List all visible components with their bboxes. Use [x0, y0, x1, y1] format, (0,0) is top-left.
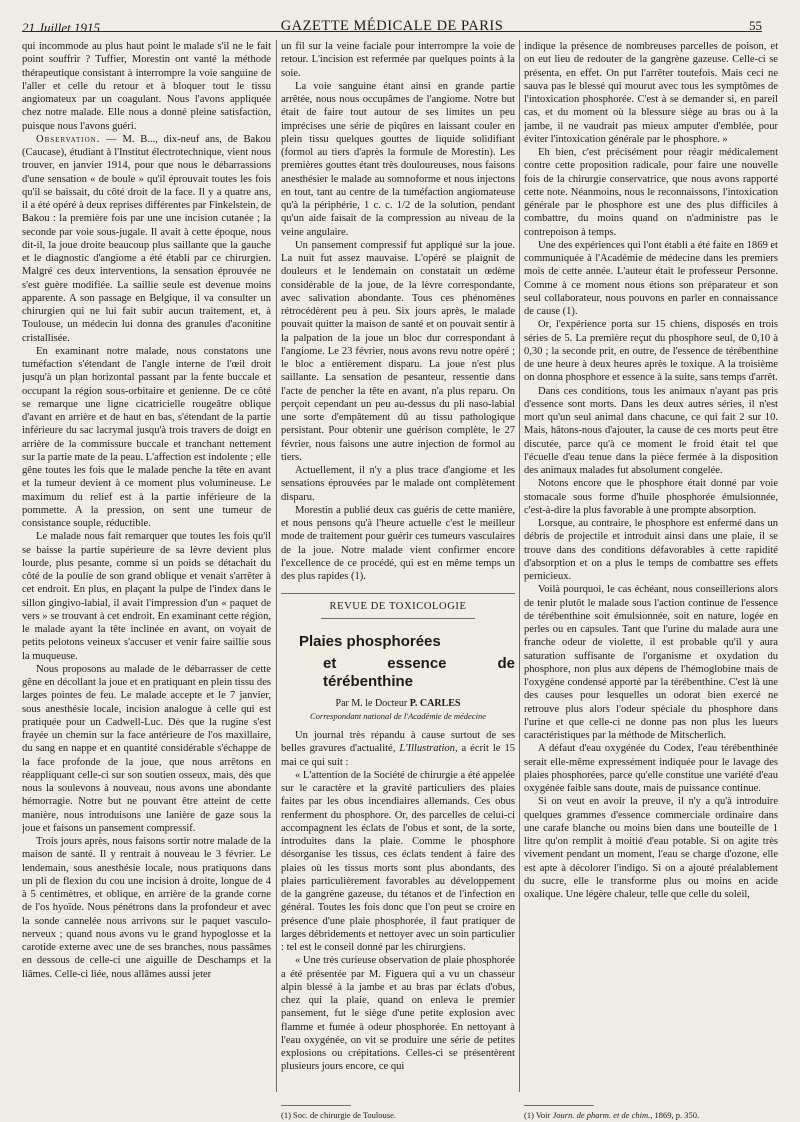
paragraph: qui incommode au plus haut point le malade s'il ne le fait point souffrir ? Tuffier, Morestin ont vanté la méthode thérapeutique consistant à interrompre la voie sanguine de l'aller et celle du retour et à bloquer tout le tissu angiomateux par un coagulant. Nous l'avons appliquée chez notre malade. Elle nous a donné pleine satisfaction, puisque nous l'avons guéri.: [22, 41, 271, 132]
quote-paragraph: « L'attention de la Société de chirurgie a été appelée sur le caractère et la gravité particuliers des plaies faites par les obus incendiaires allemands. Ces obus renferment du phosphore. Or, des parcelles de celui-ci accompagnent les éclats de l'obus et sont, de la sorte, introduites dans la plaie. Comme le phosphore désorganise les tissus, ces éclats tendent à faire des plaies où les tissus morts sont plus abondants, des plaies particulièrement favorables au développement de la gangrène gazeuse, du tétanos et de l'infection en général. Toutes les fois donc que l'on peut se croire en présence d'une plaie phosphorée, il faut pratiquer de larges débridements et nettoyer avec un soin particulier : tel est le conseil donné par les chirurgiens.: [281, 769, 515, 953]
paragraph: Or, l'expérience porta sur 15 chiens, disposés en trois séries de 5. La première reçut du phosphore seul, de 0,10 à 0,30 ; la seconde prit, en outre, de l'essence de térébenthine de une heure à deux heures après le toxique. A la troisième on donna phosphore et essence à la suite, sans temps d'arrêt.: [524, 319, 778, 384]
paragraph: Trois jours après, nous faisons sortir notre malade de la maison de santé. Il y rentrait à nouveau le 3 février. Le lendemain, sous anesthésie locale, nous pratiquons dans un pli de flexion du cou une incision à droite, longue de 4 à 5 centimètres, et oblique, en arrière de la grande corne de l'os hyoïde. Nous pénétrons dans la profondeur et avec la sonde cannelée nous arrivons sur le paquet vasculo-nerveux ; quand nous avons vu le grand hypoglosse et la carotide externe avec une de ses branches, nous passâmes en dessous de celle-ci une aiguille de Deschamps et la liâmes. Celle-ci liée, nous allâmes aussi jeter: [22, 836, 271, 980]
column-3: [524, 40, 778, 1108]
paragraph: Voilà pourquoi, le cas échéant, nous conseillerions alors de tenir plutôt le malade sous l'action continue de l'essence de térébenthine soit émulsionnée, soit en nature, logée en perles ou en capsules. Tant que l'urine du malade aura une franche odeur de violette, il est probable qu'il y aura saturation suffisante de l'organisme et oxydation du phosphore, non plus aux dépens de l'hémoglobine mais de l'oxygène condensé apporté par la térébenthine. C'est là une des causes pour lesquelles un odorat bien exercé ne retrouve plus alors l'odeur spéciale du phosphore dans l'urine et que celle-ci ne donne pas non plus les lueurs caractéristiques par la méthode de Mitscherlich.: [524, 584, 778, 741]
journal-name: L'Illustration: [399, 743, 455, 755]
paragraph: Une des expériences qui l'ont établi a été faite en 1869 et communiquée à l'Académie de médecine dans les premiers mois de cette année. L'auteur était le professeur Personne. Comme à ce moment nous étions son préparateur et son seul collaborateur, nous pouvons en parler en connaissance de cause (1).: [524, 239, 778, 317]
article-author: Par M. le Docteur P. CARLES: [335, 697, 461, 709]
issue-date: 21 Juillet 1915: [22, 20, 100, 35]
paragraph: Lorsque, au contraire, le phosphore est enfermé dans un débris de projectile et introduit ainsi dans une plaie, il se trouve dans des conditions défavorables à cette rapidité d'absorption et on a plus le temps de combattre ses effets pernicieux.: [524, 518, 778, 582]
paragraph: Actuellement, il n'y a plus trace d'angiome et les sensations éprouvées par le malade ont complètement disparu.: [281, 465, 515, 503]
page-header: [22, 6, 762, 35]
article-title: Plaies phosphorées: [299, 632, 441, 650]
paragraph: Un journal très répandu à cause surtout de ses belles gravures d'actualité, L'Illustration, a écrit le 15 mai ce qui suit :: [281, 730, 515, 768]
paragraph: Notons encore que le phosphore était donné par voie stomacale sous forme d'huile phosphorée émulsionnée, c'est-à-dire la plus favorable à une prompte absorption.: [524, 478, 778, 516]
section-rule: [321, 618, 475, 619]
paragraph: Le malade nous fait remarquer que toutes les fois qu'il se baisse la partie supérieure de sa lèvre devient plus lourde, plus pesante, comme si un poids se détachait du côté de la poulie de son grand oblique et venait s'arrêter à cet endroit. En plus, en plaçant la pulpe de l'index dans le sillon gingivo-labial, il avait l'impression d'un « paquet de vers » se trouvant à cet endroit. En examinant cette région, le malade ayant la tête inclinée en avant, on voyait de petits pelotons veineux s'accuser et venir faire saillie sous la muqueuse.: [22, 531, 271, 662]
journal-title: GAZETTE MÉDICALE DE PARIS: [280, 18, 504, 34]
quote-paragraph: « Une très curieuse observation de plaie phosphorée a été présentée par M. Figuera qui a vu un chasseur alpin blessé à la jambe et au bras par éclats d'obus, chez qui la plaie, quand on enleva le premier pansement, fut le siège d'une petite explosion avec flamme et fumée à odeur phosphorée. En nettoyant à l'eau oxygénée, on vit se produire une série de petites explosions ou crépitations. Celles-ci se présentèrent plusieurs jours encore, ce qui: [281, 955, 515, 1073]
footnote: (1) Voir Journ. de pharm. et de chim., 1869, p. 350.: [524, 1110, 700, 1120]
article-title-line-2: et essence de térébenthine: [323, 654, 515, 690]
footnote-rule: [524, 1105, 594, 1106]
paragraph: Morestin a publié deux cas guéris de cette manière, et nous pensons qu'à l'heure actuelle c'est le meilleur mode de traitement pour guérir ces tumeurs vasculaires de la joue. Notre malade vient confirmer encore l'excellence de ce procédé, qui est en même temps un des plus rapides (1).: [281, 504, 515, 582]
paragraph: indique la présence de nombreuses parcelles de poison, et on eut lieu de redouter de la gangrène gazeuse. Celle-ci se présenta, en effet. On put l'arrêter toutefois. Mais ceci ne sauva pas le blessé qui mourut avec tous les symptômes de l'intoxication phosphorée. C'est à se demander si, en pareil cas, et du moment où la blessure siège au bras ou à la jambe, il ne vaudrait pas mieux amputer d'emblée, pour éviter l'intoxication générale par le phosphore. »: [524, 41, 778, 145]
footnote-journal: Journ. de pharm. et de chim.: [552, 1110, 651, 1120]
paragraph: Eh bien, c'est précisément pour réagir médicalement contre cette proposition radicale, pour faire une nouvelle fois de la chirurgie conservatrice, que nous avons rapporté cette note. Néanmoins, nous le reconnaissons, l'intoxication générale par le phosphore est une des plus difficiles à combattre, du moins quand on n'administre pas le contrepoison à temps.: [524, 147, 778, 238]
paragraph: Nous proposons au malade de le débarrasser de cette gêne en décollant la joue et en pratiquant en plein tissu des larges pointes de feu. Le malade accepte et le 7 janvier, sous anesthésie locale, incision analogue à celle qui est pratiquée pour un Cadwell-Luc. Dès que la rugine s'est frayée un chemin sur la face antérieure de l'os maxillaire, du sang en nappe et en quantité considérable s'échappe de la face profonde de la joue, que nous arrêtons en réappliquant celle-ci sur son soutien osseux, mais, dès que nous la soulevons à nouveau, nous avons une abondante hémorragie. Notre but ne pouvant être atteint de cette manière, nous introduisons une lanière de gaze sous la joue et faisons un pansement compressif.: [22, 663, 271, 834]
paragraph: En examinant notre malade, nous constatons une tuméfaction s'étendant de l'angle interne de l'œil droit jusqu'à un plan horizontal passant par la fente buccale et occupant la région sous-orbitaire et genienne. De ce côté se remarque une ligne cicatricielle rougeâtre oblique d'avant en arrière et de haut en bas, s'étendant de la partie inférieure du sac lacrymal jusqu'à trois travers de doigt en arrière de la commissure buccale et tranchant nettement sur la partie mate de la peau. L'affection est indolente ; elle gêne toutes les fois que le malade penche la tête en avant et la tumeur devient à ce moment plus volumineuse. Le maximum du relief est à la partie inférieure de la pommette. A la pression, on sent une tumeur de consistance souple, réductible.: [22, 345, 271, 529]
footnote: (1) Soc. de chirurgie de Toulouse.: [281, 1110, 396, 1120]
column-divider: [276, 40, 277, 1092]
header-rule: [22, 31, 762, 32]
column-2: [281, 40, 515, 1108]
paragraph: Dans ces conditions, tous les animaux n'ayant pas pris d'essence sont morts. Dans les deux autres séries, il n'est mort qu'un seul animal dans chacune, ce qui fait 2 sur 10. Mais, hâtons-nous d'ajouter, la cause de ces morts peut être discutée, parce qu'à ce moment le froid était tel que l'écuelle d'eau tenue dans la pièce fermée à la disposition des animaux malades fut absolument congelée.: [524, 385, 778, 476]
paragraph: A défaut d'eau oxygénée du Codex, l'eau térébenthinée serait elle-même expressément indiquée pour le lavage des plaies phosphorées, parce qu'elle constitue une variété d'eau oxygénée faible sans doute, mais de puissance continue.: [524, 743, 778, 794]
paragraph: Si on veut en avoir la preuve, il n'y a qu'à introduire quelques grammes d'essence commerciale ordinaire dans une carafe blanche ou moins bien dans une bouteille de 1 litre qu'on remplit à moitié d'eau potable. Si on agite très vivement pendant un moment, l'eau se charge d'ozone, elle est apte à décolorer l'indigo. Si on a ajouté préalablement du sucre, elle le transforme plus ou moins en acide oxalique. Une légère chaleur, telle que celle du soleil,: [524, 796, 778, 900]
observation-text: — M. B..., dix-neuf ans, de Bakou (Caucase), étudiant à l'Institut électrotechnique, vient nous trouver, en janvier 1914, pour que nous le débarrassions d'une sensation « de boule » qu'il éprouvait toutes les fois qu'il se baissait, du côté droit de la face. Il y a quatre ans, il a été opéré à deux reprises différentes par Finkelstein, de Bakou : la première fois par une une incision cutanée ; la seconde par voie sous-jugale. Il avait à cette époque, nous dit-il, la joue droite beaucoup plus saillante que la gauche et le diagnostic d'angiome a été établi par ce chirurgien. Malgré ces deux interventions, la sensation éprouvée ne s'est guère modifiée. La saillie seule est devenue moins apparente. A son passage en Belgique, il va consulter un chirurgien qui ne lui fait subir aucun traitement, et, à Toulouse, un médecin lui donna des granules d'aconitine cristallisée.: [22, 133, 271, 344]
author-role: Correspondant national de l'Académie de médecine: [310, 710, 486, 721]
paragraph: un fil sur la veine faciale pour interrompre la voie de retour. L'incision est refermée par quelques points à la soie.: [281, 41, 515, 79]
page-number: 55: [749, 18, 762, 33]
observation-paragraph: [22, 133, 271, 345]
column-1: [22, 40, 271, 1108]
author-name: P. CARLES: [409, 697, 461, 709]
section-heading: REVUE DE TOXICOLOGIE: [281, 593, 515, 613]
paragraph: Un pansement compressif fut appliqué sur la joue. La nuit fut assez mauvaise. L'opéré se plaignit de douleurs et le lendemain on constatait un œdème considérable de la joue, de la lèvre correspondante, avec salivation abondante. Tous ces phénomènes rétrocédèrent peu à peu. Six jours après, le malade pouvait quitter la maison de santé et on pouvait sentir à la palpation de la joue un bloc dur correspondant à l'angiome. Le 23 février, nous avons revu notre opéré ; le bloc a entièrement disparu. La joue n'est plus saillante. La sensation de pesanteur, ressentie dans l'acte de pencher la tête en avant, n'a plus reparu. On perçoit cependant un peu au-dessus du pli naso-labial une sorte d'empâtement dû au tissu pathologique persistant. Pour obtenir une guérison complète, le 27 février, nous faisons une autre injection de formol au tiers.: [281, 239, 515, 463]
observation-label: Observation.: [36, 133, 101, 145]
footnote-rule: [281, 1105, 351, 1106]
paragraph: La voie sanguine étant ainsi en grande partie arrêtée, nous nous occupâmes de l'angiome. Notre but était de faire tout autour de ses limites un peu imprécises une série de piqûres en laissant couler en plein tissu quelques gouttes de liquide solidifiant (formol au tiers d'après la formule de Morestin). Les premières gouttes étant très douloureuses, nous faisons anesthésier le malade au somnoforme et nous injectons en tout, tant au centre de la tuméfaction angiomateuse qu'à la périphérie, 1 c. c. 1/2 de la solution, pendant qu'un aide faisait de la compression au niveau de la veine angulaire.: [281, 80, 515, 238]
column-divider: [519, 40, 520, 1092]
